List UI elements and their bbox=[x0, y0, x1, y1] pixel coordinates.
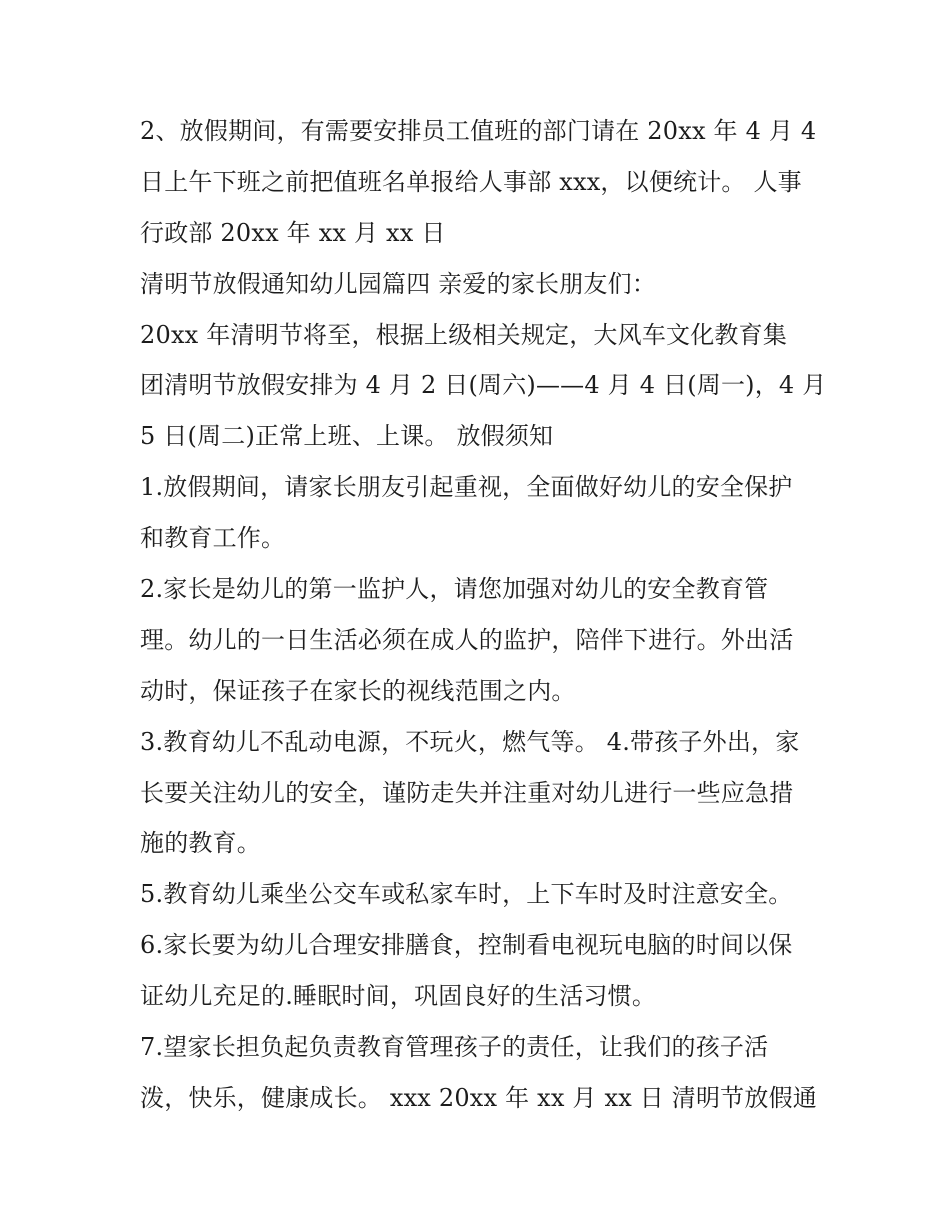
text-line: 团清明节放假安排为 4 月 2 日(周六)——4 月 4 日(周一)，4 月 bbox=[140, 371, 827, 400]
section-heading-line: 清明节放假通知幼儿园篇四 亲爱的家长朋友们： bbox=[140, 269, 657, 298]
list-item-line: 5.教育幼儿乘坐公交车或私家车时，上下车时及时注意安全。 bbox=[140, 880, 793, 909]
list-item-line: 泼，快乐，健康成长。 xxx 20xx 年 xx 月 xx 日 清明节放假通 bbox=[140, 1083, 817, 1112]
list-item-line: 动时，保证孩子在家长的视线范围之内。 bbox=[140, 676, 576, 705]
text-line: 日上午下班之前把值班名单报给人事部 xxx，以便统计。 人事 bbox=[140, 167, 802, 196]
text-line: 20xx 年清明节将至，根据上级相关规定，大风车文化教育集 bbox=[140, 320, 788, 349]
text-line: 行政部 20xx 年 xx 月 xx 日 bbox=[140, 218, 446, 247]
list-item-line: 理。幼儿的一日生活必须在成人的监护，陪伴下进行。外出活 bbox=[140, 625, 794, 654]
list-item-line: 2.家长是幼儿的第一监护人，请您加强对幼儿的安全教育管 bbox=[140, 575, 769, 604]
document-body bbox=[140, 106, 827, 1124]
text-line: 2、放假期间，有需要安排员工值班的部门请在 20xx 年 4 月 4 bbox=[140, 117, 817, 145]
list-item-line: 1.放假期间，请家长朋友引起重视，全面做好幼儿的安全保护 bbox=[140, 473, 793, 502]
list-item-line: 和教育工作。 bbox=[140, 524, 286, 553]
list-item-line: 施的教育。 bbox=[140, 829, 261, 858]
list-item-line: 证幼儿充足的.睡眠时间，巩固良好的生活习惯。 bbox=[140, 982, 657, 1011]
list-item-line: 3.教育幼儿不乱动电源，不玩火，燃气等。 4.带孩子外出，家 bbox=[140, 727, 800, 756]
text-line: 5 日(周二)正常上班、上课。 放假须知 bbox=[140, 422, 554, 451]
list-item-line: 6.家长要为幼儿合理安排膳食，控制看电视玩电脑的时间以保 bbox=[140, 931, 793, 960]
list-item-line: 长要关注幼儿的安全，谨防走失并注重对幼儿进行一些应急措 bbox=[140, 778, 794, 807]
list-item-line: 7.望家长担负起负责教育管理孩子的责任，让我们的孩子活 bbox=[140, 1033, 769, 1062]
